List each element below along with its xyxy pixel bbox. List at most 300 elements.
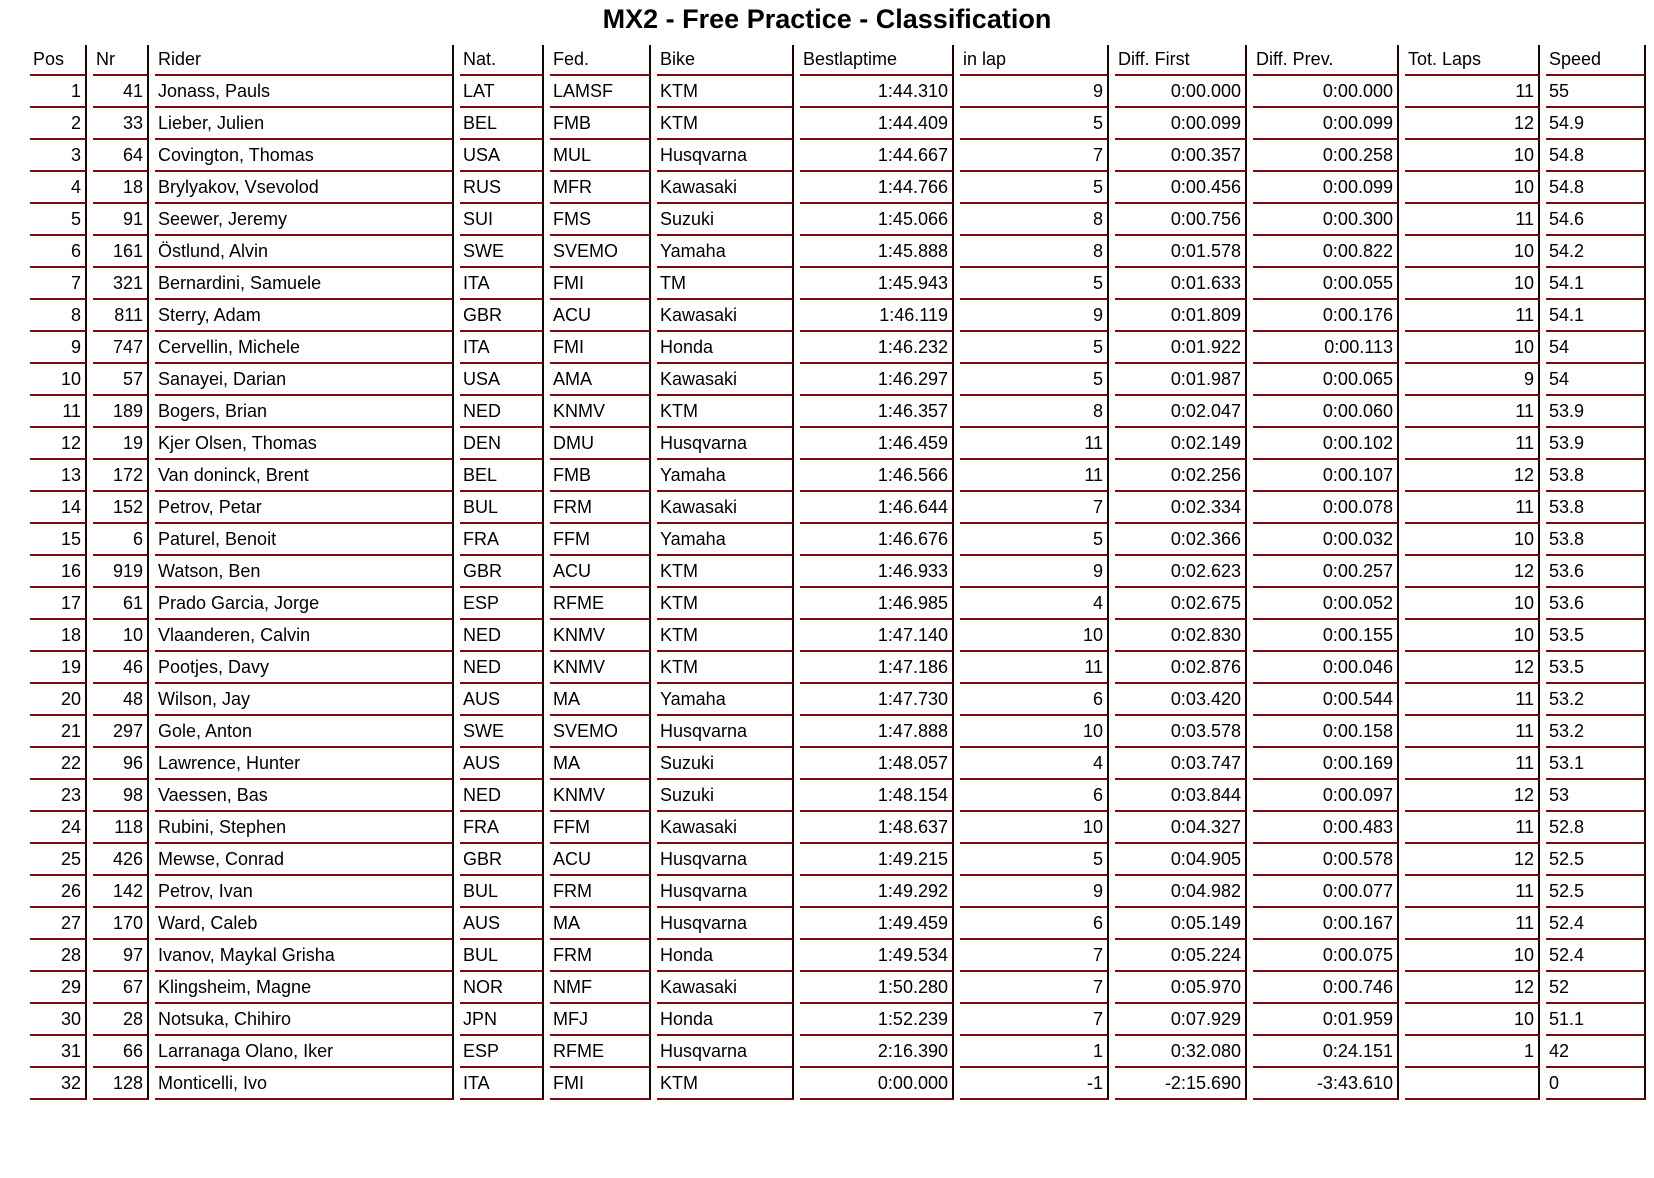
cell-diff-prev: 0:00.167: [1253, 908, 1399, 940]
cell-pos: 16: [30, 556, 87, 588]
cell-bestlaptime: 1:49.534: [800, 940, 954, 972]
cell-pos: 2: [30, 108, 87, 140]
cell-tot-laps: 12: [1405, 844, 1540, 876]
cell-diff-first: 0:05.224: [1115, 940, 1247, 972]
cell-speed: 54.1: [1546, 268, 1646, 300]
cell-nr: 41: [93, 76, 149, 108]
cell-nat: FRA: [460, 812, 544, 844]
cell-speed: 53.1: [1546, 748, 1646, 780]
cell-fed: FRM: [550, 940, 651, 972]
cell-bike: Suzuki: [657, 780, 794, 812]
cell-tot-laps: 10: [1405, 940, 1540, 972]
cell-bestlaptime: 1:46.119: [800, 300, 954, 332]
cell-in-lap: 10: [960, 620, 1109, 652]
table-row: [30, 268, 1646, 300]
cell-diff-first: 0:03.844: [1115, 780, 1247, 812]
cell-fed: ACU: [550, 844, 651, 876]
cell-nat: LAT: [460, 76, 544, 108]
cell-speed: 52.5: [1546, 844, 1646, 876]
cell-pos: 17: [30, 588, 87, 620]
cell-rider: Larranaga Olano, Iker: [155, 1036, 454, 1068]
cell-bike: Yamaha: [657, 236, 794, 268]
cell-fed: RFME: [550, 1036, 651, 1068]
cell-rider: Östlund, Alvin: [155, 236, 454, 268]
cell-bestlaptime: 1:47.140: [800, 620, 954, 652]
cell-pos: 12: [30, 428, 87, 460]
cell-speed: 51.1: [1546, 1004, 1646, 1036]
cell-speed: 54.8: [1546, 140, 1646, 172]
classification-table: [24, 45, 1652, 1100]
cell-nr: 91: [93, 204, 149, 236]
cell-bestlaptime: 1:47.888: [800, 716, 954, 748]
cell-fed: SVEMO: [550, 716, 651, 748]
cell-in-lap: 4: [960, 748, 1109, 780]
cell-tot-laps: 11: [1405, 812, 1540, 844]
table-row: [30, 364, 1646, 396]
cell-rider: Ivanov, Maykal Grisha: [155, 940, 454, 972]
cell-nr: 57: [93, 364, 149, 396]
cell-diff-first: 0:02.830: [1115, 620, 1247, 652]
cell-in-lap: 6: [960, 908, 1109, 940]
cell-nat: SWE: [460, 716, 544, 748]
cell-diff-prev: 0:00.102: [1253, 428, 1399, 460]
cell-rider: Lieber, Julien: [155, 108, 454, 140]
table-row: [30, 236, 1646, 268]
cell-fed: MA: [550, 908, 651, 940]
cell-bestlaptime: 1:49.292: [800, 876, 954, 908]
cell-in-lap: 8: [960, 204, 1109, 236]
cell-tot-laps: [1405, 1068, 1540, 1100]
cell-diff-prev: 0:00.544: [1253, 684, 1399, 716]
column-header-tot-laps: Tot. Laps: [1405, 45, 1540, 76]
column-header-bike: Bike: [657, 45, 794, 76]
cell-fed: FMI: [550, 268, 651, 300]
cell-pos: 20: [30, 684, 87, 716]
cell-bestlaptime: 1:46.566: [800, 460, 954, 492]
cell-diff-first: 0:03.420: [1115, 684, 1247, 716]
cell-bestlaptime: 1:45.943: [800, 268, 954, 300]
cell-tot-laps: 11: [1405, 876, 1540, 908]
cell-diff-prev: 0:00.746: [1253, 972, 1399, 1004]
cell-tot-laps: 12: [1405, 780, 1540, 812]
cell-bike: Kawasaki: [657, 172, 794, 204]
cell-speed: 52.8: [1546, 812, 1646, 844]
cell-diff-first: 0:02.334: [1115, 492, 1247, 524]
cell-pos: 23: [30, 780, 87, 812]
cell-nat: ESP: [460, 1036, 544, 1068]
table-row: [30, 588, 1646, 620]
cell-bestlaptime: 1:52.239: [800, 1004, 954, 1036]
cell-in-lap: 10: [960, 716, 1109, 748]
cell-diff-first: 0:00.357: [1115, 140, 1247, 172]
table-row: [30, 620, 1646, 652]
cell-diff-prev: 0:00.078: [1253, 492, 1399, 524]
cell-diff-prev: 0:00.176: [1253, 300, 1399, 332]
cell-bestlaptime: 1:45.066: [800, 204, 954, 236]
cell-bestlaptime: 1:48.057: [800, 748, 954, 780]
table-row: [30, 556, 1646, 588]
cell-bestlaptime: 1:46.676: [800, 524, 954, 556]
cell-nr: 64: [93, 140, 149, 172]
cell-diff-prev: 0:01.959: [1253, 1004, 1399, 1036]
cell-diff-first: 0:02.149: [1115, 428, 1247, 460]
cell-bestlaptime: 1:46.644: [800, 492, 954, 524]
cell-pos: 1: [30, 76, 87, 108]
cell-nat: SUI: [460, 204, 544, 236]
cell-speed: 53.2: [1546, 684, 1646, 716]
cell-nr: 28: [93, 1004, 149, 1036]
cell-fed: KNMV: [550, 780, 651, 812]
cell-nr: 747: [93, 332, 149, 364]
cell-speed: 53.9: [1546, 396, 1646, 428]
cell-bestlaptime: 2:16.390: [800, 1036, 954, 1068]
cell-in-lap: 10: [960, 812, 1109, 844]
cell-bike: TM: [657, 268, 794, 300]
cell-pos: 25: [30, 844, 87, 876]
cell-nat: BEL: [460, 108, 544, 140]
cell-speed: 52.4: [1546, 908, 1646, 940]
cell-nr: 189: [93, 396, 149, 428]
cell-nr: 426: [93, 844, 149, 876]
cell-fed: LAMSF: [550, 76, 651, 108]
cell-diff-first: 0:03.747: [1115, 748, 1247, 780]
cell-tot-laps: 11: [1405, 492, 1540, 524]
cell-nat: USA: [460, 364, 544, 396]
cell-pos: 13: [30, 460, 87, 492]
cell-fed: FRM: [550, 876, 651, 908]
column-header-nat: Nat.: [460, 45, 544, 76]
cell-rider: Brylyakov, Vsevolod: [155, 172, 454, 204]
cell-diff-prev: 0:00.113: [1253, 332, 1399, 364]
cell-in-lap: 8: [960, 236, 1109, 268]
cell-tot-laps: 10: [1405, 524, 1540, 556]
cell-nat: FRA: [460, 524, 544, 556]
cell-nr: 10: [93, 620, 149, 652]
cell-bike: Yamaha: [657, 684, 794, 716]
cell-pos: 8: [30, 300, 87, 332]
cell-tot-laps: 10: [1405, 332, 1540, 364]
column-header-pos: Pos: [30, 45, 87, 76]
cell-bike: Husqvarna: [657, 908, 794, 940]
cell-in-lap: 5: [960, 524, 1109, 556]
cell-diff-prev: 0:00.483: [1253, 812, 1399, 844]
cell-bike: Husqvarna: [657, 844, 794, 876]
cell-diff-first: -2:15.690: [1115, 1068, 1247, 1100]
cell-speed: 54: [1546, 332, 1646, 364]
cell-in-lap: 8: [960, 396, 1109, 428]
table-row: [30, 1068, 1646, 1100]
cell-fed: FMS: [550, 204, 651, 236]
cell-diff-first: 0:00.756: [1115, 204, 1247, 236]
cell-bike: KTM: [657, 76, 794, 108]
cell-nr: 48: [93, 684, 149, 716]
cell-tot-laps: 11: [1405, 748, 1540, 780]
cell-bike: KTM: [657, 620, 794, 652]
cell-bike: Suzuki: [657, 748, 794, 780]
cell-speed: 53.5: [1546, 620, 1646, 652]
cell-nat: SWE: [460, 236, 544, 268]
table-row: [30, 492, 1646, 524]
cell-diff-prev: 0:00.075: [1253, 940, 1399, 972]
cell-tot-laps: 11: [1405, 396, 1540, 428]
cell-nr: 66: [93, 1036, 149, 1068]
cell-bike: Kawasaki: [657, 812, 794, 844]
cell-tot-laps: 12: [1405, 652, 1540, 684]
cell-speed: 53.6: [1546, 556, 1646, 588]
cell-in-lap: 5: [960, 268, 1109, 300]
cell-fed: KNMV: [550, 620, 651, 652]
table-body: [30, 76, 1646, 1100]
cell-tot-laps: 10: [1405, 268, 1540, 300]
cell-pos: 18: [30, 620, 87, 652]
cell-diff-prev: 0:00.065: [1253, 364, 1399, 396]
cell-speed: 54.9: [1546, 108, 1646, 140]
cell-in-lap: 6: [960, 684, 1109, 716]
cell-fed: FMI: [550, 332, 651, 364]
cell-tot-laps: 12: [1405, 556, 1540, 588]
cell-bestlaptime: 1:48.637: [800, 812, 954, 844]
cell-bestlaptime: 1:49.459: [800, 908, 954, 940]
cell-diff-first: 0:02.623: [1115, 556, 1247, 588]
cell-diff-first: 0:00.000: [1115, 76, 1247, 108]
cell-diff-prev: 0:00.077: [1253, 876, 1399, 908]
cell-speed: 0: [1546, 1068, 1646, 1100]
cell-rider: Monticelli, Ivo: [155, 1068, 454, 1100]
cell-diff-prev: 0:00.257: [1253, 556, 1399, 588]
cell-fed: FFM: [550, 524, 651, 556]
table-row: [30, 972, 1646, 1004]
cell-bestlaptime: 1:46.297: [800, 364, 954, 396]
cell-diff-prev: 0:00.046: [1253, 652, 1399, 684]
column-header-in-lap: in lap: [960, 45, 1109, 76]
cell-pos: 29: [30, 972, 87, 1004]
cell-tot-laps: 1: [1405, 1036, 1540, 1068]
cell-fed: MA: [550, 684, 651, 716]
cell-pos: 11: [30, 396, 87, 428]
cell-nat: GBR: [460, 300, 544, 332]
cell-diff-first: 0:01.578: [1115, 236, 1247, 268]
page-title: MX2 - Free Practice - Classification: [602, 4, 1052, 34]
cell-nat: BUL: [460, 940, 544, 972]
cell-nr: 811: [93, 300, 149, 332]
cell-nr: 170: [93, 908, 149, 940]
cell-tot-laps: 11: [1405, 908, 1540, 940]
cell-tot-laps: 11: [1405, 300, 1540, 332]
table-row: [30, 204, 1646, 236]
cell-in-lap: 9: [960, 76, 1109, 108]
cell-rider: Paturel, Benoit: [155, 524, 454, 556]
cell-nat: USA: [460, 140, 544, 172]
cell-bestlaptime: 1:46.232: [800, 332, 954, 364]
cell-diff-first: 0:02.366: [1115, 524, 1247, 556]
cell-tot-laps: 11: [1405, 716, 1540, 748]
cell-nat: ITA: [460, 1068, 544, 1100]
cell-bike: KTM: [657, 652, 794, 684]
cell-speed: 53: [1546, 780, 1646, 812]
cell-pos: 19: [30, 652, 87, 684]
cell-rider: Cervellin, Michele: [155, 332, 454, 364]
cell-diff-prev: 0:00.052: [1253, 588, 1399, 620]
cell-diff-first: 0:02.047: [1115, 396, 1247, 428]
cell-nr: 96: [93, 748, 149, 780]
cell-in-lap: 11: [960, 460, 1109, 492]
cell-rider: Vaessen, Bas: [155, 780, 454, 812]
cell-in-lap: 5: [960, 108, 1109, 140]
cell-bike: Kawasaki: [657, 300, 794, 332]
cell-speed: 52: [1546, 972, 1646, 1004]
cell-speed: 54.8: [1546, 172, 1646, 204]
cell-rider: Vlaanderen, Calvin: [155, 620, 454, 652]
cell-diff-first: 0:01.922: [1115, 332, 1247, 364]
cell-diff-first: 0:01.633: [1115, 268, 1247, 300]
cell-bestlaptime: 1:49.215: [800, 844, 954, 876]
table-row: [30, 908, 1646, 940]
cell-diff-prev: 0:00.258: [1253, 140, 1399, 172]
cell-nr: 161: [93, 236, 149, 268]
cell-diff-prev: 0:00.060: [1253, 396, 1399, 428]
cell-bike: Kawasaki: [657, 492, 794, 524]
cell-fed: DMU: [550, 428, 651, 460]
cell-in-lap: 9: [960, 556, 1109, 588]
table-row: [30, 524, 1646, 556]
cell-pos: 30: [30, 1004, 87, 1036]
table-row: [30, 76, 1646, 108]
cell-rider: Prado Garcia, Jorge: [155, 588, 454, 620]
cell-bestlaptime: 1:46.357: [800, 396, 954, 428]
cell-tot-laps: 11: [1405, 684, 1540, 716]
cell-speed: 54.2: [1546, 236, 1646, 268]
cell-nat: NED: [460, 652, 544, 684]
cell-nat: AUS: [460, 748, 544, 780]
cell-bestlaptime: 1:46.459: [800, 428, 954, 460]
table-row: [30, 172, 1646, 204]
cell-nr: 152: [93, 492, 149, 524]
cell-diff-prev: 0:00.822: [1253, 236, 1399, 268]
cell-fed: FMB: [550, 460, 651, 492]
cell-nat: AUS: [460, 908, 544, 940]
cell-nat: GBR: [460, 556, 544, 588]
cell-in-lap: -1: [960, 1068, 1109, 1100]
cell-in-lap: 6: [960, 780, 1109, 812]
cell-fed: MUL: [550, 140, 651, 172]
cell-bike: Yamaha: [657, 460, 794, 492]
table-row: [30, 748, 1646, 780]
cell-tot-laps: 11: [1405, 204, 1540, 236]
cell-nr: 128: [93, 1068, 149, 1100]
cell-rider: Petrov, Petar: [155, 492, 454, 524]
cell-nat: ESP: [460, 588, 544, 620]
cell-nat: AUS: [460, 684, 544, 716]
cell-pos: 6: [30, 236, 87, 268]
cell-rider: Sanayei, Darian: [155, 364, 454, 396]
cell-tot-laps: 10: [1405, 588, 1540, 620]
table-row: [30, 652, 1646, 684]
table-row: [30, 1036, 1646, 1068]
table-row: [30, 716, 1646, 748]
cell-speed: 42: [1546, 1036, 1646, 1068]
cell-diff-first: 0:02.675: [1115, 588, 1247, 620]
cell-bike: Honda: [657, 1004, 794, 1036]
cell-diff-first: 0:03.578: [1115, 716, 1247, 748]
cell-diff-first: 0:00.456: [1115, 172, 1247, 204]
cell-in-lap: 11: [960, 652, 1109, 684]
cell-rider: Pootjes, Davy: [155, 652, 454, 684]
cell-in-lap: 7: [960, 972, 1109, 1004]
cell-pos: 21: [30, 716, 87, 748]
cell-in-lap: 7: [960, 940, 1109, 972]
cell-fed: FRM: [550, 492, 651, 524]
cell-bestlaptime: 1:44.409: [800, 108, 954, 140]
table-row: [30, 780, 1646, 812]
cell-nat: ITA: [460, 332, 544, 364]
cell-diff-prev: 0:00.055: [1253, 268, 1399, 300]
cell-speed: 53.9: [1546, 428, 1646, 460]
cell-nr: 297: [93, 716, 149, 748]
cell-speed: 54.1: [1546, 300, 1646, 332]
cell-fed: RFME: [550, 588, 651, 620]
cell-pos: 22: [30, 748, 87, 780]
cell-rider: Jonass, Pauls: [155, 76, 454, 108]
cell-fed: NMF: [550, 972, 651, 1004]
cell-bestlaptime: 1:45.888: [800, 236, 954, 268]
cell-bestlaptime: 1:47.730: [800, 684, 954, 716]
cell-nr: 33: [93, 108, 149, 140]
cell-nat: JPN: [460, 1004, 544, 1036]
cell-bestlaptime: 1:46.985: [800, 588, 954, 620]
cell-pos: 15: [30, 524, 87, 556]
cell-nr: 172: [93, 460, 149, 492]
cell-diff-first: 0:05.149: [1115, 908, 1247, 940]
column-header-diff-prev: Diff. Prev.: [1253, 45, 1399, 76]
cell-bike: Husqvarna: [657, 716, 794, 748]
table-row: [30, 940, 1646, 972]
cell-rider: Petrov, Ivan: [155, 876, 454, 908]
cell-nr: 118: [93, 812, 149, 844]
cell-rider: Klingsheim, Magne: [155, 972, 454, 1004]
column-header-diff-first: Diff. First: [1115, 45, 1247, 76]
cell-rider: Sterry, Adam: [155, 300, 454, 332]
cell-fed: ACU: [550, 300, 651, 332]
cell-speed: 53.8: [1546, 492, 1646, 524]
cell-bestlaptime: 1:47.186: [800, 652, 954, 684]
cell-diff-first: 0:02.256: [1115, 460, 1247, 492]
cell-rider: Covington, Thomas: [155, 140, 454, 172]
cell-pos: 28: [30, 940, 87, 972]
cell-nat: NED: [460, 396, 544, 428]
cell-diff-first: 0:04.982: [1115, 876, 1247, 908]
table-row: [30, 876, 1646, 908]
cell-diff-prev: 0:00.578: [1253, 844, 1399, 876]
cell-diff-prev: 0:00.155: [1253, 620, 1399, 652]
cell-bike: Husqvarna: [657, 428, 794, 460]
cell-diff-first: 0:05.970: [1115, 972, 1247, 1004]
cell-rider: Bernardini, Samuele: [155, 268, 454, 300]
cell-in-lap: 9: [960, 300, 1109, 332]
column-header-speed: Speed: [1546, 45, 1646, 76]
cell-nat: BUL: [460, 876, 544, 908]
cell-pos: 26: [30, 876, 87, 908]
cell-tot-laps: 10: [1405, 620, 1540, 652]
cell-bestlaptime: 1:46.933: [800, 556, 954, 588]
cell-diff-first: 0:01.809: [1115, 300, 1247, 332]
cell-fed: FMB: [550, 108, 651, 140]
cell-tot-laps: 10: [1405, 1004, 1540, 1036]
cell-tot-laps: 10: [1405, 172, 1540, 204]
cell-nr: 18: [93, 172, 149, 204]
cell-nat: NED: [460, 620, 544, 652]
cell-nat: ITA: [460, 268, 544, 300]
cell-diff-prev: 0:00.099: [1253, 172, 1399, 204]
